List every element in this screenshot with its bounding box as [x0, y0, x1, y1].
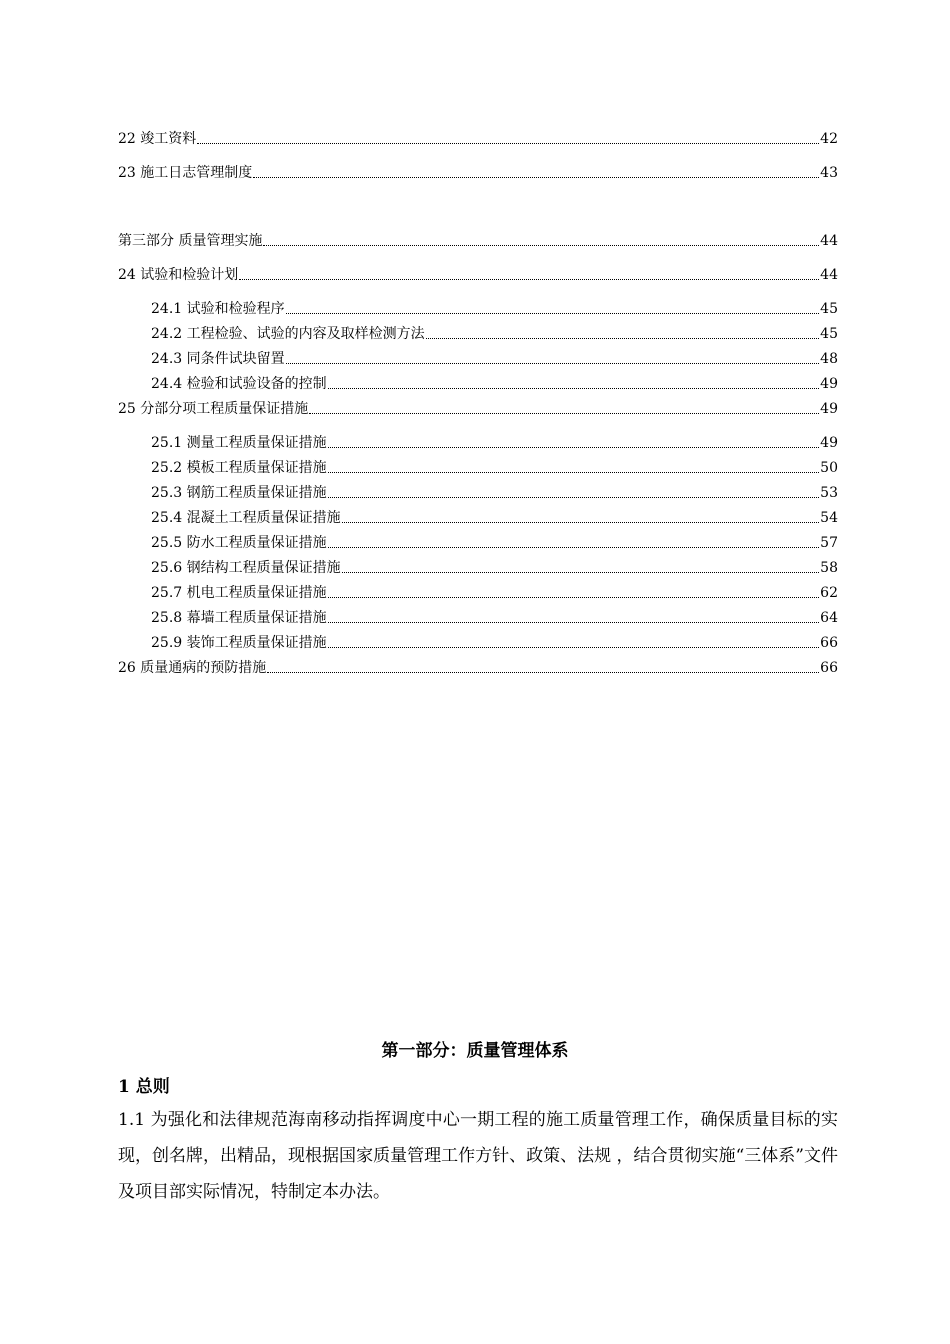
toc-entry[interactable] [118, 130, 838, 148]
toc-leader [267, 672, 819, 673]
toc-entry[interactable] [151, 434, 838, 452]
toc-entry-page: 64 [820, 610, 838, 626]
toc-entry[interactable] [118, 400, 838, 418]
toc-leader [426, 338, 820, 339]
toc-entry-title: 25.6 钢结构工程质量保证措施 [151, 560, 341, 576]
toc-entry-page: 58 [820, 560, 838, 576]
body-paragraph: 1.1 为强化和法律规范海南移动指挥调度中心一期工程的施工质量管理工作，确保质量目标的实现，创名牌，出精品，现根据国家质量管理工作方针、政策、法规 ，结合贯彻实施“三体系”文件及项目部实际情况，特制定本办法。 [118, 1110, 838, 1202]
toc-entry[interactable] [151, 484, 838, 502]
toc-entry-title: 25.9 装饰工程质量保证措施 [151, 635, 327, 651]
toc-entry-page: 66 [820, 635, 838, 651]
toc-entry-title: 24.3 同条件试块留置 [151, 351, 285, 367]
toc-entry[interactable] [151, 459, 838, 477]
toc-entry-title: 第三部分 质量管理实施 [118, 233, 263, 249]
toc-leader [253, 177, 819, 178]
toc-entry-title: 25.1 测量工程质量保证措施 [151, 435, 327, 451]
toc-entry-title: 25.7 机电工程质量保证措施 [151, 585, 327, 601]
toc-entry-page: 49 [820, 401, 838, 417]
section-title: 1 总则 [118, 1077, 170, 1097]
toc-entry-page: 54 [820, 510, 838, 526]
toc-entry-page: 49 [820, 435, 838, 451]
toc-entry-page: 53 [820, 485, 838, 501]
toc-entry[interactable] [151, 375, 838, 393]
toc-entry-page: 49 [820, 376, 838, 392]
toc-leader [328, 388, 820, 389]
toc-entry[interactable] [151, 559, 838, 577]
toc-entry-title: 25.5 防水工程质量保证措施 [151, 535, 327, 551]
toc-entry-page: 66 [820, 660, 838, 676]
toc-entry-title: 25.8 幕墙工程质量保证措施 [151, 610, 327, 626]
toc-entry-title: 25.4 混凝土工程质量保证措施 [151, 510, 341, 526]
toc-leader [309, 413, 819, 414]
toc-entry[interactable] [118, 659, 838, 677]
toc-entry-page: 45 [820, 326, 838, 342]
toc-entry-page: 50 [820, 460, 838, 476]
toc-entry-page: 62 [820, 585, 838, 601]
toc-entry-page: 57 [820, 535, 838, 551]
toc-entry-page: 44 [820, 267, 838, 283]
toc-leader [263, 245, 819, 246]
toc-leader [328, 447, 820, 448]
toc-entry[interactable] [118, 266, 838, 284]
toc-leader [286, 313, 820, 314]
toc-entry-page: 48 [820, 351, 838, 367]
toc-entry-title: 23 施工日志管理制度 [118, 165, 253, 181]
toc-entry-page: 45 [820, 301, 838, 317]
toc-entry-title: 25.2 模板工程质量保证措施 [151, 460, 327, 476]
toc-leader [328, 497, 820, 498]
toc-entry-title: 24.2 工程检验、试验的内容及取样检测方法 [151, 326, 425, 342]
toc-entry[interactable] [151, 350, 838, 368]
toc-leader [197, 143, 819, 144]
toc-leader [328, 547, 820, 548]
toc-entry-title: 24.1 试验和检验程序 [151, 301, 285, 317]
toc-entry[interactable] [151, 300, 838, 318]
toc-entry[interactable] [151, 634, 838, 652]
toc-entry[interactable] [151, 609, 838, 627]
toc-leader [286, 363, 820, 364]
toc-entry-title: 22 竣工资料 [118, 131, 197, 147]
toc-entry[interactable] [151, 534, 838, 552]
toc-leader [328, 597, 820, 598]
part-heading: 第一部分：质量管理体系 [381, 1041, 569, 1061]
toc-leader [342, 572, 820, 573]
toc-entry-title: 24.4 检验和试验设备的控制 [151, 376, 327, 392]
toc-entry[interactable] [118, 164, 838, 182]
toc-entry-title: 25 分部分项工程质量保证措施 [118, 401, 309, 417]
toc-entry-page: 42 [820, 131, 838, 147]
toc-entry-title: 26 质量通病的预防措施 [118, 660, 267, 676]
toc-entry[interactable] [151, 509, 838, 527]
toc-entry-page: 43 [820, 165, 838, 181]
toc-entry-title: 25.3 钢筋工程质量保证措施 [151, 485, 327, 501]
toc-entry[interactable] [151, 325, 838, 343]
toc-entry-page: 44 [820, 233, 838, 249]
toc-leader [239, 279, 819, 280]
toc-entry[interactable] [118, 232, 838, 250]
toc-leader [342, 522, 820, 523]
toc-entry[interactable] [151, 584, 838, 602]
toc-leader [328, 622, 820, 623]
toc-leader [328, 472, 820, 473]
toc-leader [328, 647, 820, 648]
toc-entry-title: 24 试验和检验计划 [118, 267, 239, 283]
